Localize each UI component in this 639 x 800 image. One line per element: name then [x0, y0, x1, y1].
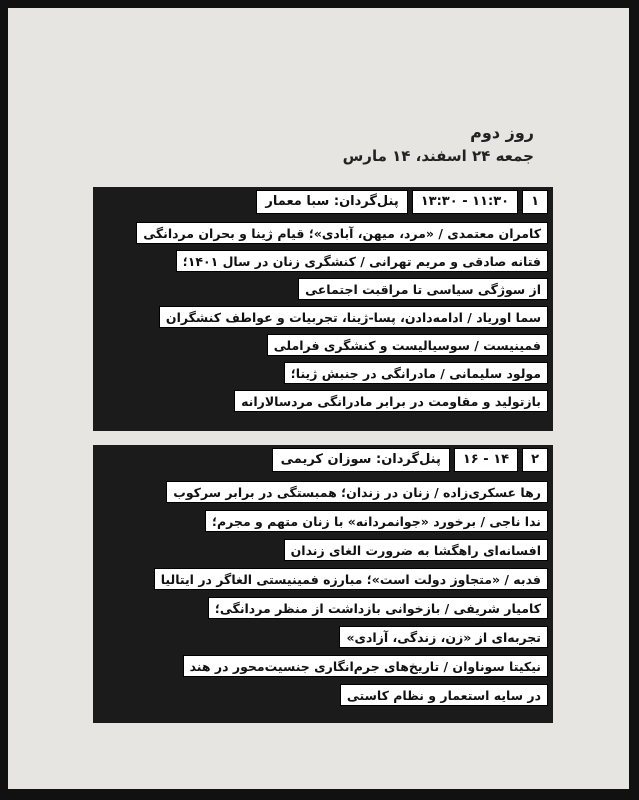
day-date: جمعه ۲۴ اسفند، ۱۴ مارس: [342, 147, 534, 165]
panel-line: در سایه استعمار و نظام کاستی: [340, 684, 548, 706]
panel-1: [93, 187, 553, 431]
panel-line: کامیار شریفی / بازخوانی بازداشت از منظر مردانگی؛: [208, 597, 548, 619]
panel-2: [93, 445, 553, 723]
panel-number: ۱: [522, 190, 548, 214]
panel-time: ۱۱:۳۰ - ۱۳:۳۰: [412, 190, 518, 214]
panel-line: فدبه / «متجاوز دولت است»؛ مبارزه فمینیستی الغاگر در ایتالیا: [154, 568, 548, 590]
program-page: [8, 8, 629, 789]
panel-line: از سوژگی سیاسی تا مراقبت اجتماعی: [298, 278, 548, 300]
day-title: روز دوم: [470, 123, 534, 142]
panel-line: تجربه‌ای از «زن، زندگی، آزادی»: [339, 626, 548, 648]
panel-line: بازتولید و مقاومت در برابر مادرانگی مردسالارانه: [234, 390, 548, 412]
panel-line: افسانه‌ای راهگشا به ضرورت الغای زندان: [284, 539, 548, 561]
panel-line: سما اوریاد / ادامه‌دادن، پسا-ژینا، تجربیات و عواطف کنشگران: [159, 306, 548, 328]
panel-line: رها عسکری‌زاده / زنان در زندان؛ همبستگی در برابر سرکوب: [166, 481, 548, 503]
panel-header: [256, 190, 548, 214]
day-header: [343, 121, 534, 167]
panel-line: مولود سلیمانی / مادرانگی در جنبش ژینا؛: [284, 362, 548, 384]
panel-line: کامران معتمدی / «مرد، میهن، آبادی»؛ قیام ژینا و بحران مردانگی: [136, 222, 548, 244]
panel-time: ۱۴ - ۱۶: [454, 448, 518, 472]
panel-moderator: پنل‌گردان: سبا معمار: [256, 190, 407, 214]
panel-line: نیکیتا سوناوان / تاریخ‌های جرم‌انگاری جنسیت‌محور در هند: [183, 655, 548, 677]
panel-line: فتانه صادقی و مریم تهرانی / کنشگری زنان در سال ۱۴۰۱؛: [176, 250, 548, 272]
panel-line: ندا ناجی / برخورد «جوانمردانه» با زنان متهم و مجرم؛: [205, 510, 548, 532]
panel-header: [272, 448, 548, 472]
panel-line: فمینیست / سوسیالیست و کنشگری فراملی: [267, 334, 548, 356]
panel-number: ۲: [522, 448, 548, 472]
panel-moderator: پنل‌گردان: سوزان کریمی: [272, 448, 450, 472]
